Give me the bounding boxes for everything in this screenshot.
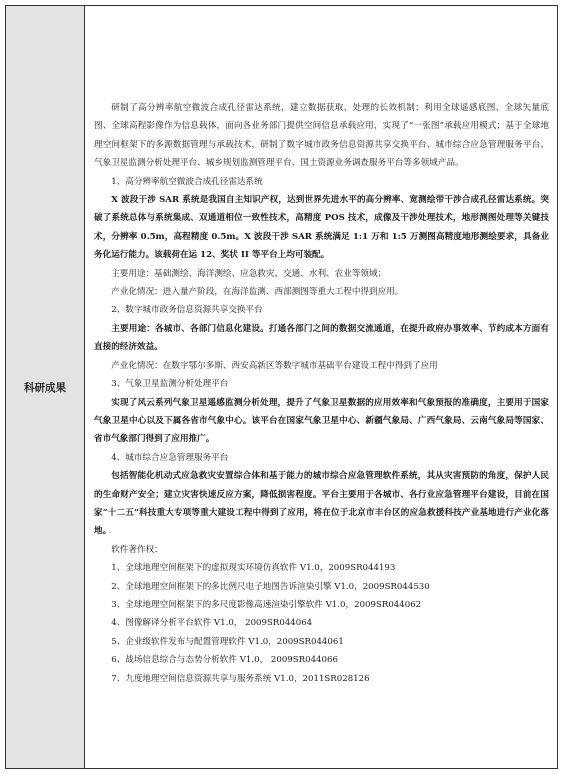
content-cell [85, 6, 557, 768]
item-paragraph: 主要用途：各城市、各部门信息化建设。打通各部门之间的数据交流通道，在提升政府办事效率、节约成本方面有直接的经济效益。 [94, 323, 549, 353]
intro-paragraph: 研制了高分辨率航空微波合成孔径雷达系统，建立数据获取、处理的长效机制；利用全球遥感底图、全球矢量底图、全球高程影像作为信息载体，面向各业务部门提供空间信息承载应用，实现了“一张图”承载应用模式；基于全球地理空间框架下的多源数据管理与承载技术，研制了数字城市政务信息资源共享交换平台、城市综合应急管理服务平台、气象卫星监测分析处理平台、城乡规划监测管理平台、国土资源业务调查服务平台等多领域产品。 [94, 103, 549, 169]
item-paragraph: 产业化情况：在数字鄂尔多斯、西安高新区等数字城市基础平台建设工程中得到了应用 [111, 360, 438, 371]
software-item: 3、全球地理空间框架下的多尺度影像高速渲染引擎软件 V1.0，2009SR044062 [111, 599, 422, 610]
item-paragraph: 实现了风云系列气象卫星遥感监测分析处理，提升了气象卫星数据的应用效率和气象预报的准确度，主要用于国家气象卫星中心以及下属各省市气象中心。该平台在国家气象卫星中心、新疆气象局、广西气象局、云南气象局等国家、省市气象部门得到了应用推广。 [94, 397, 549, 445]
item-heading: 1、高分辨率航空微波合成孔径雷达系统 [111, 176, 263, 187]
software-item: 7、九度地理空间信息资源共享与服务系统 V1.0，2011SR028126 [111, 673, 370, 684]
achievements-table [5, 5, 558, 769]
item-heading: 3、气象卫星监测分析处理平台 [111, 379, 229, 390]
section-label: 科研成果 [24, 381, 66, 394]
item-heading: 2、数字城市政务信息资源共享交换平台 [111, 305, 263, 316]
software-item: 2、全球地理空间框架下的多比例尺电子地图告诉渲染引擎 V1.0，2009SR044530 [111, 581, 430, 592]
software-item: 6、战场信息综合与态势分析软件 V1.0， 2009SR044066 [111, 655, 338, 666]
software-list [94, 559, 549, 688]
software-item: 1、全球地理空间框架下的虚拟现实环境仿真软件 V1.0，2009SR044193 [111, 563, 396, 574]
software-heading: 软件著作权： [111, 544, 163, 555]
label-cell [6, 6, 85, 768]
item-paragraph: 主要用途：基础测绘、海洋测绘、应急救灾、交通、水利、农业等领域； [111, 268, 387, 279]
software-item: 4、图像解译分析平台软件 V1.0， 2009SR044064 [111, 618, 313, 629]
item-heading: 4、城市综合应急管理服务平台 [111, 452, 229, 463]
item-paragraph: 包括智能化机动式应急救灾安置综合体和基于能力的城市综合应急管理软件系统，其从灾害预防的角度，保护人民的生命财产安全；建立灾害快速反应方案，降低损害程度。平台主要用于各城市、各行业应急管理平台建设，目前在国家“十二五”科技重大专项等重大建设工程中得到了应用，将在位于北京市丰台区的应急救援科技产业基地进行产业化落地。 [94, 471, 549, 537]
item-paragraph: 产业化情况：进入量产阶段，在海洋监测、西部测图等重大工程中得到应用。 [111, 287, 404, 298]
item-paragraph: X 波段干涉 SAR 系统是我国自主知识产权，达到世界先进水平的高分辨率、宽测绘带干涉合成孔径雷达系统。突破了系统总体与系统集成、双通道相位一致性技术，高精度 POS 技术，成像及干涉处理技术，地形测图处理等关键技术，分辨率 0.5m，高程精度 0.5m。X 波段干涉 SAR 系统满足 1:1 万和 1:5 万测图高精度地形测绘要求，具备业务化运行能力。该载荷在运 12、奖状 II 等平台上均可装配。 [94, 195, 549, 261]
software-item: 5、企业级软件发布与配置管理软件 V1.0，2009SR044061 [111, 636, 344, 647]
